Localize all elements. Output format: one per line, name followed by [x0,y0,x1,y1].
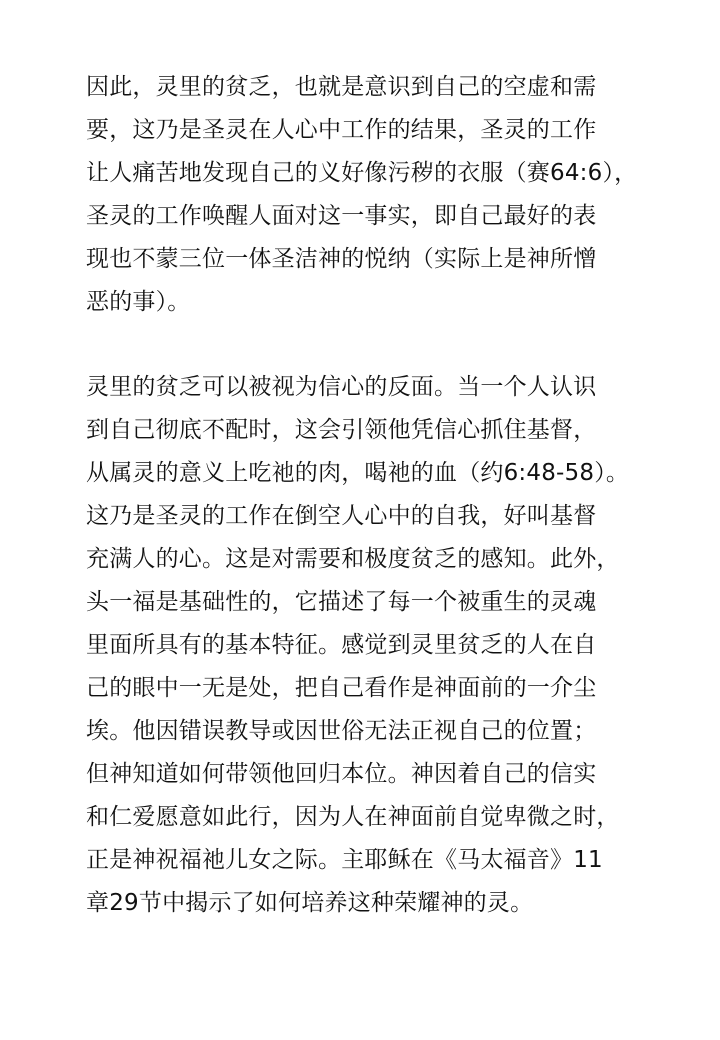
text-line: 这乃是圣灵的工作在倒空人心中的自我，好叫基督 [86,503,597,529]
text-line: 里面所具有的基本特征。感觉到灵里贫乏的人在自 [86,632,597,658]
text-line: 章29节中揭示了如何培养这种荣耀神的灵。 [86,890,534,916]
text-line: 圣灵的工作唤醒人面对这一事实，即自己最好的表 [86,203,597,229]
text-line: 但神知道如何带领他回归本位。神因着自己的信实 [86,761,597,787]
paragraph-2 [86,366,686,925]
text-line: 己的眼中一无是处，把自己看作是神面前的一介尘 [86,675,597,701]
text-line: 因此，灵里的贫乏，也就是意识到自己的空虚和需 [86,74,597,100]
text-line: 和仁爱愿意如此行，因为人在神面前自觉卑微之时， [86,804,620,830]
text-line: 现也不蒙三位一体圣洁神的悦纳（实际上是神所憎 [86,246,597,272]
text-line: 恶的事）。 [86,289,191,315]
text-line: 到自己彻底不配时，这会引领他凭信心抓住基督， [86,417,597,443]
text-line: 让人痛苦地发现自己的义好像污秽的衣服（赛64:6）， [86,160,638,186]
paragraph-1 [86,66,686,324]
text-line: 充满人的心。这是对需要和极度贫乏的感知。此外， [86,546,620,572]
text-line: 灵里的贫乏可以被视为信心的反面。当一个人认识 [86,374,597,400]
text-line: 要，这乃是圣灵在人心中工作的结果，圣灵的工作 [86,117,597,143]
text-line: 埃。他因错误教导或因世俗无法正视自己的位置； [86,718,597,744]
text-line: 正是神祝福祂儿女之际。主耶稣在《马太福音》11 [86,847,603,873]
text-line: 从属灵的意义上吃祂的肉，喝祂的血（约6:48-58）。 [86,460,630,486]
text-line: 头一福是基础性的，它描述了每一个被重生的灵魂 [86,589,597,615]
